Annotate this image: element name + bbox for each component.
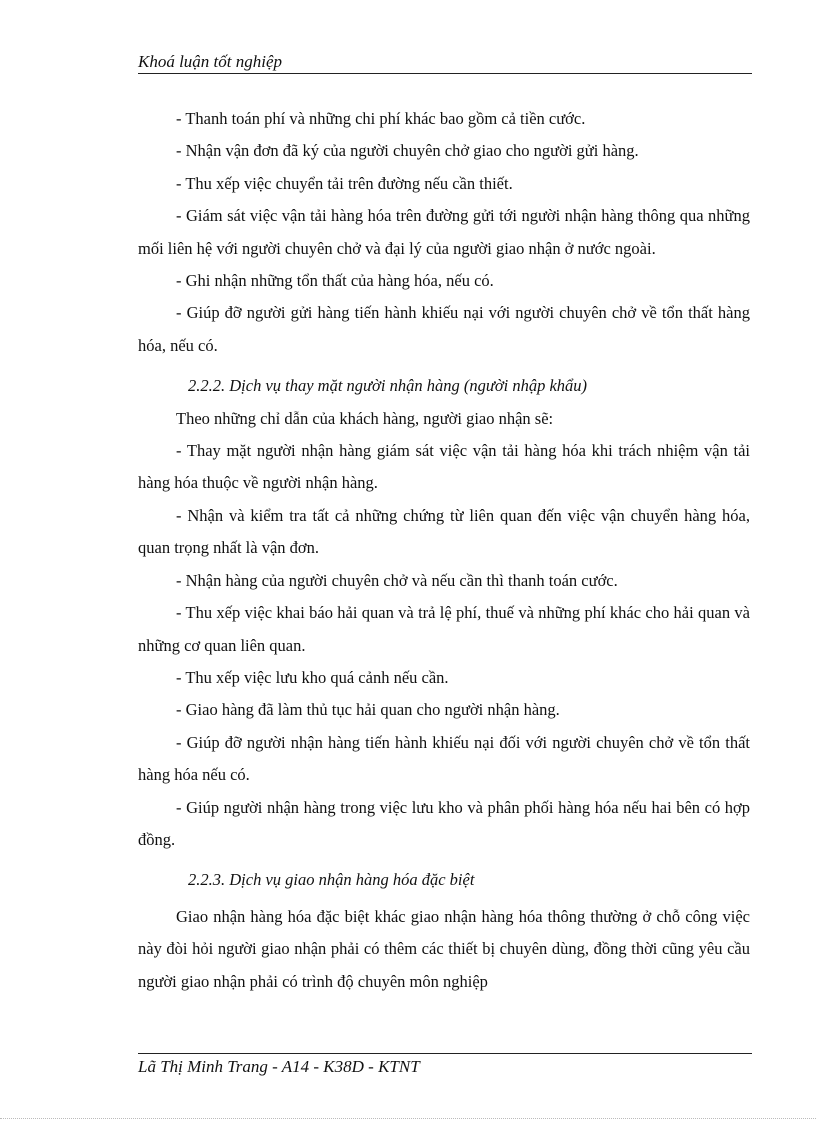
paragraph: - Thay mặt người nhận hàng giám sát việc vận tải hàng hóa khi trách nhiệm vận tải hàng hóa thuộc về người nhận hàng.	[138, 441, 750, 493]
paragraph: - Giao hàng đã làm thủ tục hải quan cho người nhận hàng.	[176, 700, 560, 720]
section-heading-2-2-3: 2.2.3. Dịch vụ giao nhận hàng hóa đặc biệt	[188, 870, 475, 890]
page-edge-divider	[0, 1118, 816, 1119]
paragraph: - Nhận vận đơn đã ký của người chuyên chở giao cho người gửi hàng.	[176, 141, 639, 161]
page-footer-author: Lã Thị Minh Trang - A14 - K38D - KTNT	[138, 1057, 420, 1076]
page-header-title: Khoá luận tốt nghiệp	[138, 52, 283, 71]
document-body	[138, 103, 750, 998]
paragraph: - Giúp người nhận hàng trong việc lưu kho và phân phối hàng hóa nếu hai bên có hợp đồng.	[138, 797, 750, 849]
paragraph: - Giúp đỡ người gửi hàng tiến hành khiếu nại với người chuyên chở về tổn thất hàng hóa, nếu có.	[138, 303, 750, 355]
paragraph: - Nhận và kiểm tra tất cả những chứng từ liên quan đến việc vận chuyển hàng hóa, quan trọng nhất là vận đơn.	[138, 505, 750, 558]
section-heading-2-2-2: 2.2.2. Dịch vụ thay mặt người nhận hàng (người nhập khẩu)	[188, 376, 588, 396]
footer-divider	[138, 1053, 752, 1054]
paragraph: - Thu xếp việc chuyển tải trên đường nếu cần thiết.	[176, 173, 513, 193]
paragraph: - Thu xếp việc khai báo hải quan và trả lệ phí, thuế và những phí khác cho hải quan và những cơ quan liên quan.	[138, 603, 750, 655]
paragraph: - Giám sát việc vận tải hàng hóa trên đường gửi tới người nhận hàng thông qua những mối liên hệ với người chuyên chở và đại lý của người giao nhận ở nước ngoài.	[138, 206, 750, 258]
paragraph: - Thu xếp việc lưu kho quá cảnh nếu cần.	[176, 667, 449, 687]
paragraph-intro: Theo những chỉ dẫn của khách hàng, người giao nhận sẽ:	[176, 408, 554, 428]
paragraph: - Thanh toán phí và những chi phí khác bao gồm cả tiền cước.	[176, 109, 586, 128]
paragraph: Giao nhận hàng hóa đặc biệt khác giao nhận hàng hóa thông thường ở chỗ công việc này đòi hỏi người giao nhận phải có thêm các thiết bị chuyên dùng, đồng thời cũng yêu cầu người giao nhận phải có trình độ chuyên môn nghiệp	[138, 906, 750, 991]
paragraph: - Ghi nhận những tổn thất của hàng hóa, nếu có.	[176, 271, 494, 291]
paragraph: - Giúp đỡ người nhận hàng tiến hành khiếu nại đối với người chuyên chở về tổn thất hàng hóa nếu có.	[138, 732, 750, 785]
header-divider	[138, 73, 752, 74]
paragraph: - Nhận hàng của người chuyên chở và nếu cần thì thanh toán cước.	[176, 570, 618, 590]
